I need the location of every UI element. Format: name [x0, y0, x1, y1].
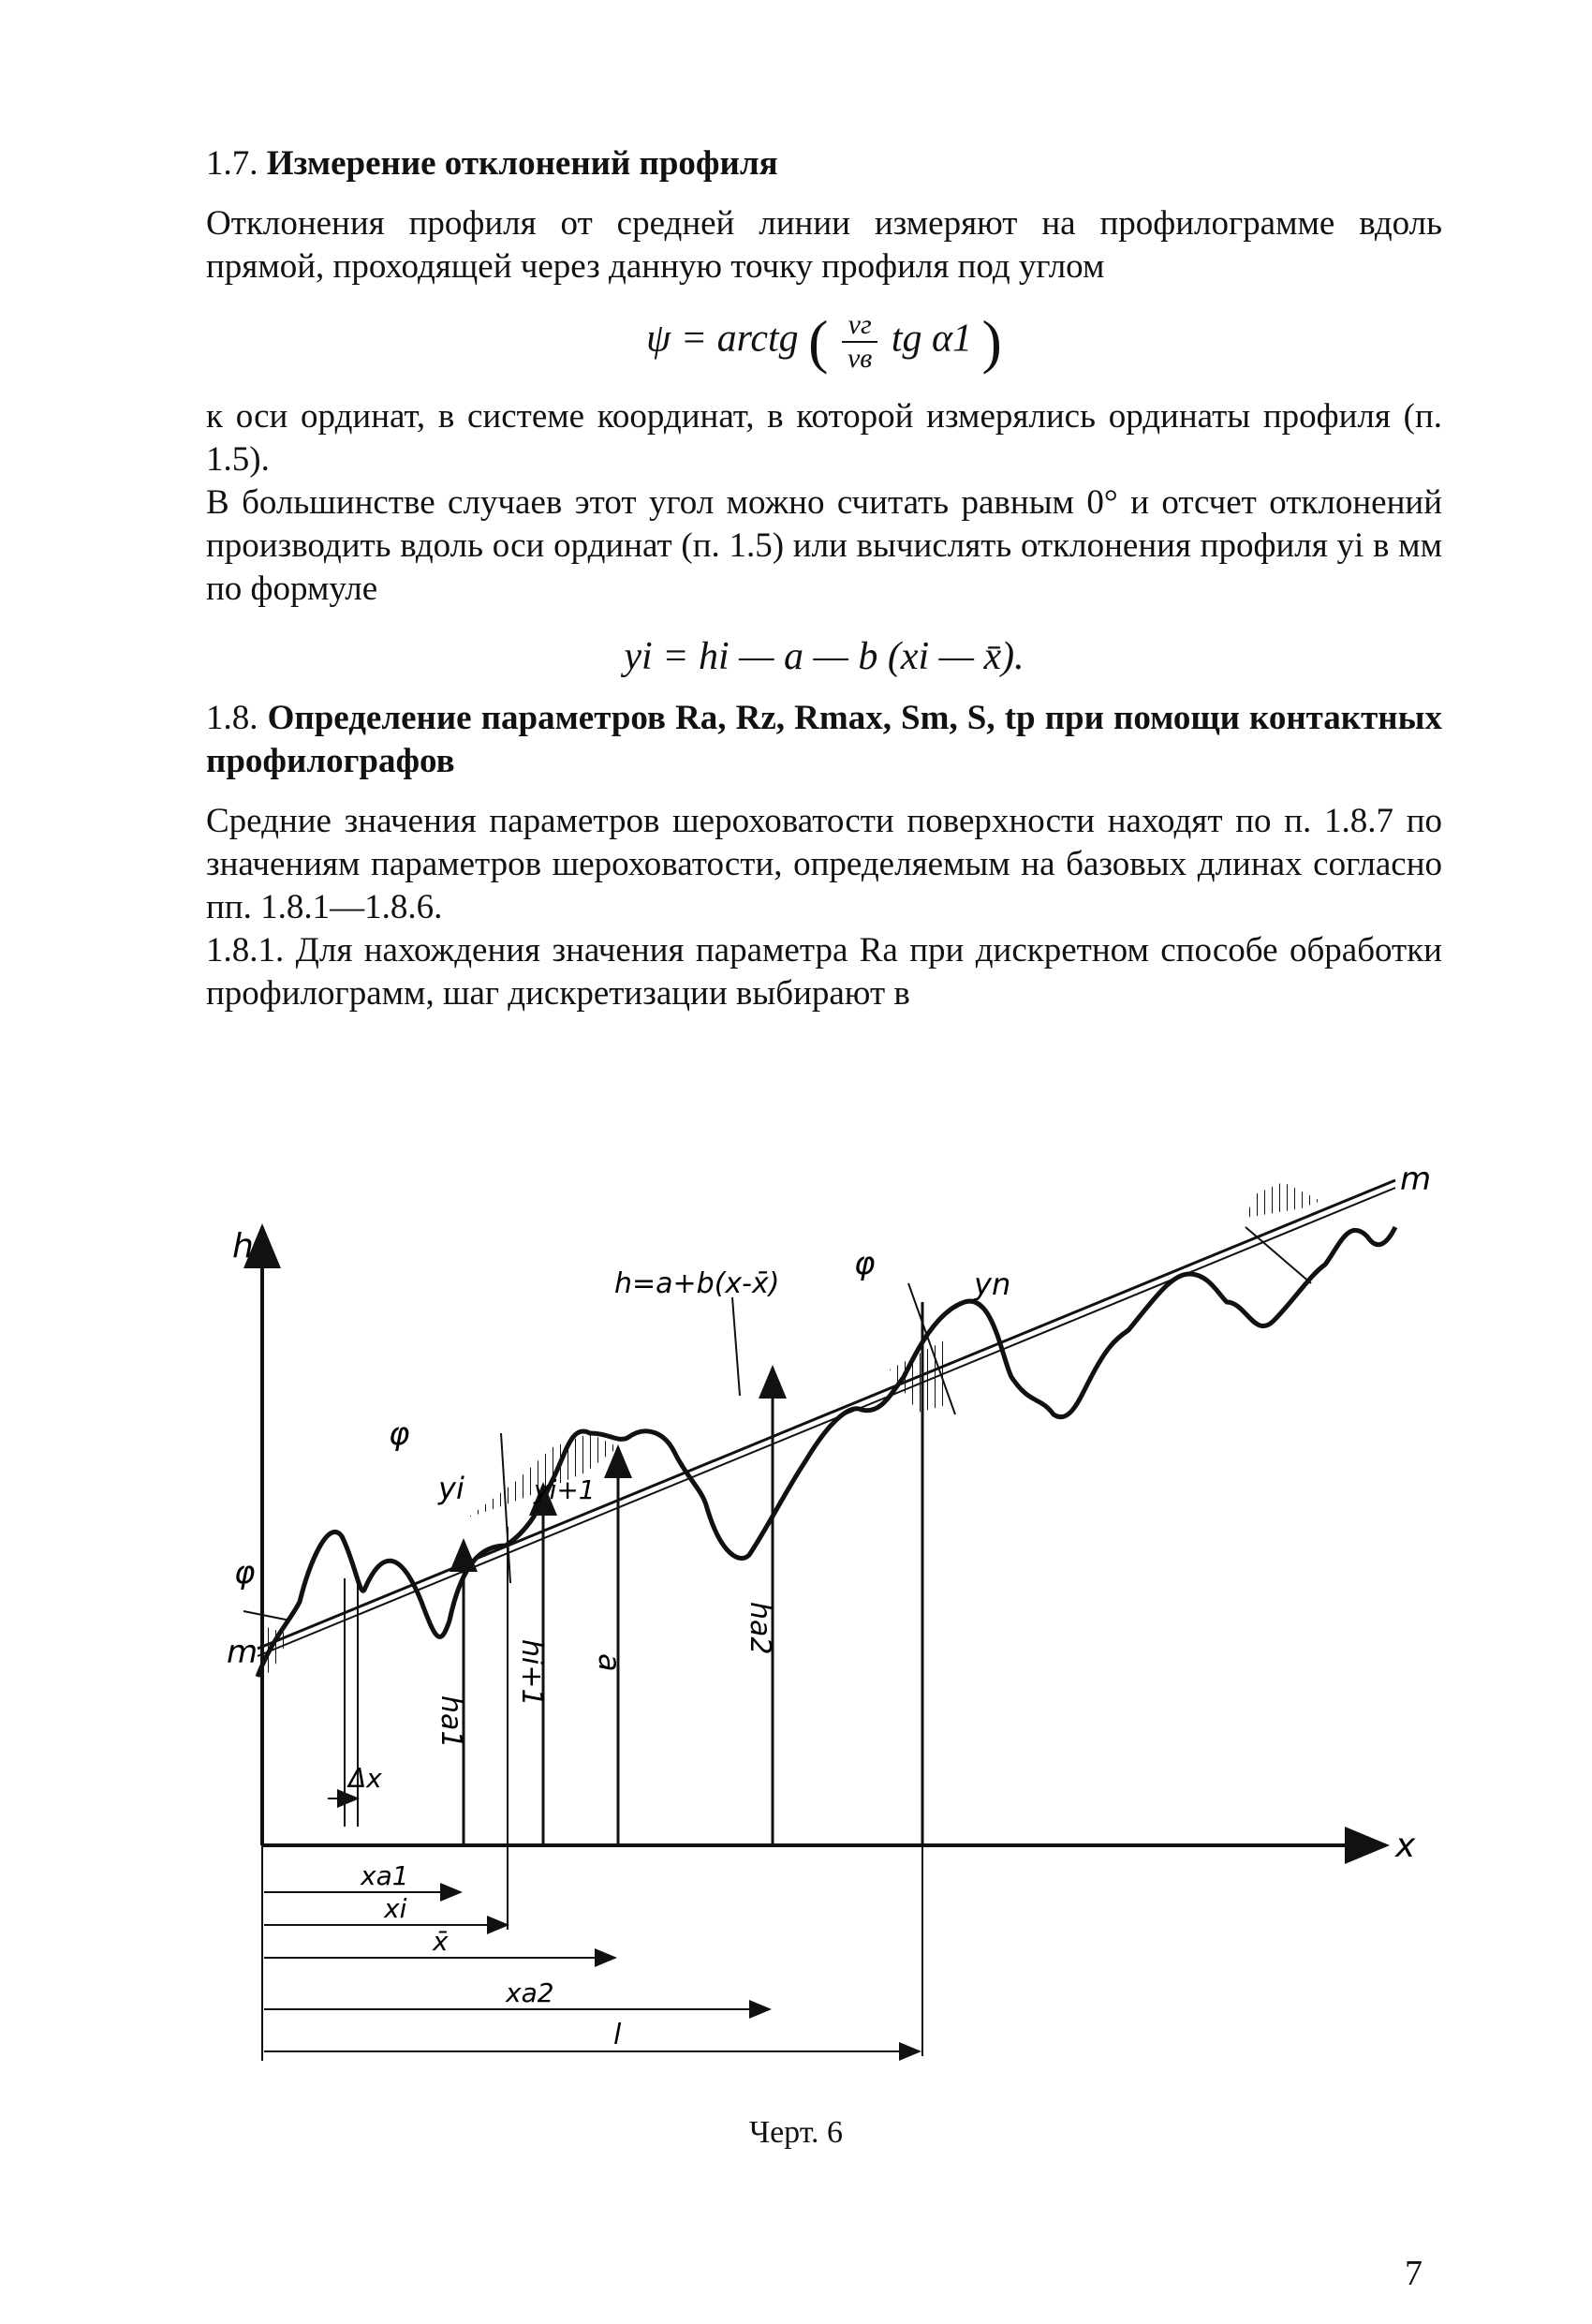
formula-psi: [206, 309, 1442, 375]
section-title: Измерение отклонений профиля: [266, 144, 778, 183]
label-m-right: m: [1400, 1161, 1432, 1198]
fraction-numerator: vг: [842, 309, 877, 343]
label-psi: φ: [234, 1554, 256, 1591]
label-yn: yn: [974, 1266, 1011, 1302]
profile-curve: [258, 1227, 1395, 1677]
label-ha1: ha1: [435, 1695, 467, 1749]
paragraph: Отклонения профиля от средней линии измеряют на профилограмме вдоль прямой, проходящей через данную точку профиля под углом: [206, 204, 1442, 286]
label-psi: φ: [854, 1245, 876, 1282]
section-title: Определение параметров Ra, Rz, Rmax, Sm, S, tp при помощи контактных профилографов: [206, 699, 1442, 780]
leader-line: [732, 1297, 740, 1396]
label-a: a: [592, 1653, 627, 1672]
main-text: [206, 142, 1442, 1015]
fraction-denominator: vв: [847, 343, 873, 374]
label-m-left: m: [227, 1634, 258, 1671]
formula-tail: tg α1: [891, 317, 973, 361]
label-h: h: [232, 1227, 254, 1266]
label-hi1: hi+1: [515, 1639, 548, 1707]
section-number: 1.8.: [206, 699, 258, 737]
hatched-area: [1246, 1182, 1320, 1218]
formula-lhs: ψ = arctg: [646, 317, 799, 361]
mean-line: [258, 1180, 1395, 1649]
paragraph: к оси ординат, в системе координат, в которой измерялись ординаты профиля (п. 1.5).: [206, 397, 1442, 479]
label-xa1: xa1: [361, 1860, 409, 1891]
section-1-8-heading: [206, 697, 1442, 783]
fraction: [842, 309, 877, 375]
section-1-7-heading: [206, 142, 1442, 185]
label-xa2: xa2: [506, 1977, 554, 2008]
profilogram-diagram: [140, 1115, 1452, 2098]
formula-yi: yi = hi — a — b (xi — x̄).: [624, 635, 1024, 678]
label-psi: φ: [389, 1415, 410, 1453]
mean-line-inner: [258, 1188, 1395, 1656]
label-yi1: yi+1: [534, 1474, 596, 1505]
paragraph: 1.8.1. Для нахождения значения параметра Ra при дискретном способе обработки профилограмм, шаг дискретизации выбирают в: [206, 931, 1442, 1013]
psi-line: [501, 1433, 510, 1583]
paren-close: ): [981, 308, 1002, 375]
label-line-eq: h=a+b(x-x̄): [614, 1267, 780, 1300]
paragraph: Средние значения параметров шероховатости поверхности находят по п. 1.8.7 по значениям параметров шероховатости, определяемым на базовых длинах согласно пп. 1.8.1—1.8.6.: [206, 802, 1442, 926]
label-x: x: [1395, 1827, 1416, 1865]
figure-caption: Черт. 6: [748, 2115, 844, 2150]
profilogram-svg: [140, 1115, 1452, 2098]
label-xi: xi: [384, 1893, 407, 1924]
label-dx: Δx: [348, 1763, 382, 1794]
section-number: 1.7.: [206, 144, 258, 183]
label-yi: yi: [438, 1471, 464, 1506]
paren-open: (: [808, 308, 829, 375]
paragraph: В большинстве случаев этот угол можно считать равным 0° и отсчет отклонений производить вдоль оси ординат (п. 1.5) или вычислять отклонения профиля yi в мм по формуле: [206, 483, 1442, 608]
psi-line: [243, 1611, 290, 1621]
label-ha2: ha2: [744, 1602, 776, 1655]
label-l: l: [613, 2019, 622, 2051]
page-number: 7: [1405, 2254, 1422, 2293]
label-xbar: x̄: [433, 1926, 449, 1957]
